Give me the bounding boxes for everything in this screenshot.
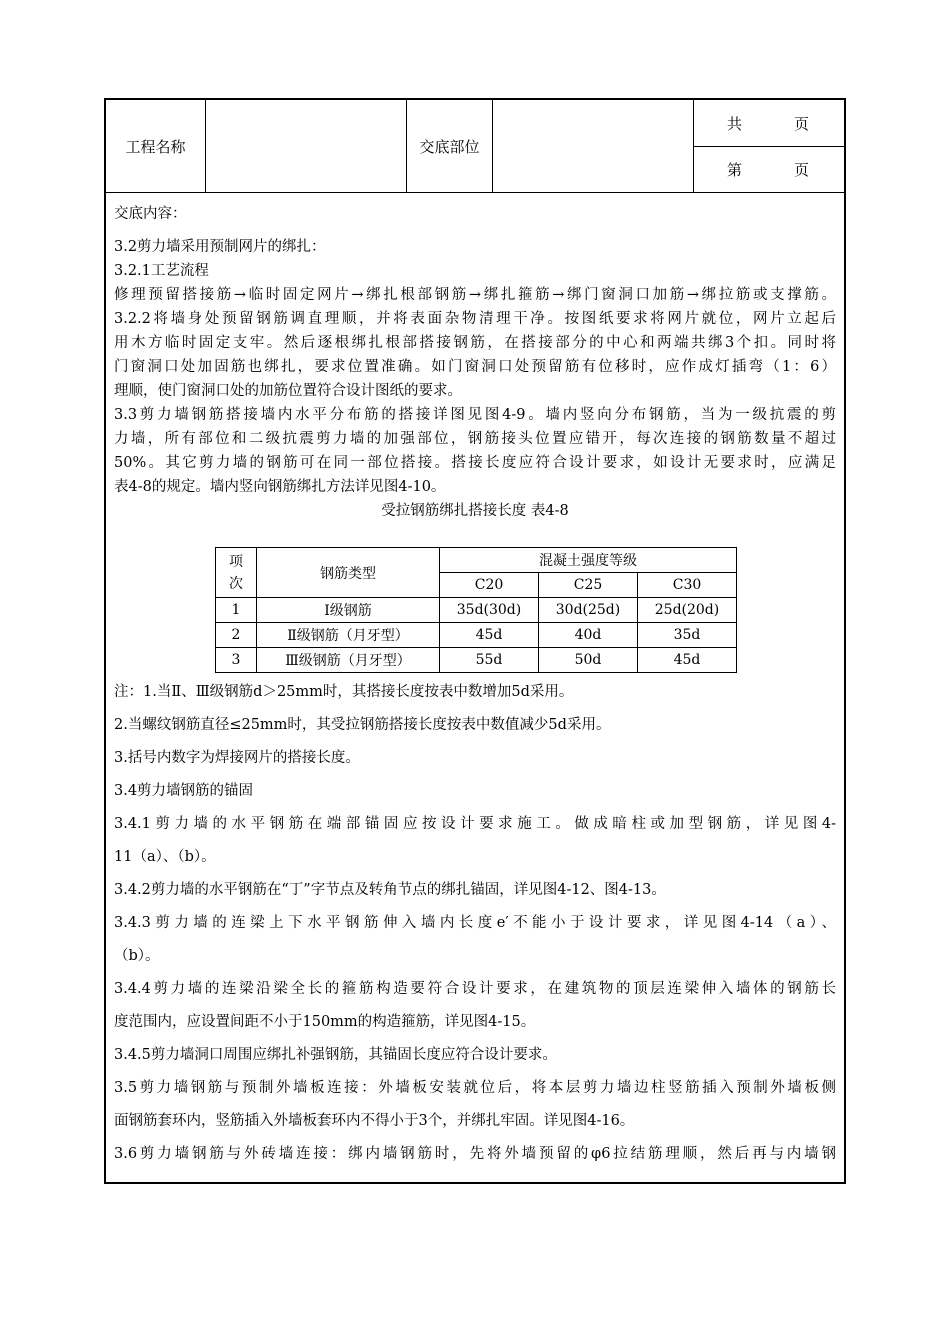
- row-c30: 45d: [638, 648, 737, 673]
- note-line: 3.4.5剪力墙洞口周围应绑扎补强钢筋，其锚固长度应符合设计要求。: [114, 1047, 557, 1063]
- note-line: 3.4剪力墙钢筋的锚固: [114, 783, 254, 799]
- project-name-label: 工程名称: [106, 100, 206, 192]
- body-line: 表4-8的规定。墙内竖向钢筋绑扎方法详见图4-10。: [114, 479, 446, 495]
- body-line: 3.3剪力墙钢筋搭接墙内水平分布筋的搭接详图见图4-9。墙内竖向分布钢筋，当为一级抗震的剪: [114, 407, 836, 423]
- body-line: 用木方临时固定支牢。然后逐根绑扎根部搭接钢筋，在搭接部分的中心和两端共绑3个扣。同时将: [114, 335, 836, 351]
- note-line: 3.4.2剪力墙的水平钢筋在“丁”字节点及转角节点的绑扎锚固，详见图4-12、图4-13。: [114, 882, 666, 898]
- body-line: 3.2.1工艺流程: [114, 263, 209, 279]
- table-row: [216, 648, 737, 673]
- note-line: 11（a）、（b）。: [114, 849, 216, 865]
- body-line: 50%。其它剪力墙的钢筋可在同一部位搭接。搭接长度应符合设计要求，如设计无要求时，应满足: [114, 455, 836, 471]
- current-page-suffix: 页: [794, 160, 810, 179]
- col-grade-group-header: 混凝土强度等级: [440, 548, 737, 573]
- row-no: 1: [216, 598, 257, 623]
- notes-section: [114, 676, 836, 1171]
- row-no: 2: [216, 623, 257, 648]
- row-type: Ⅱ级钢筋（月牙型）: [257, 623, 440, 648]
- row-no: 3: [216, 648, 257, 673]
- sheet-header: [106, 100, 844, 193]
- disclosure-part-label: 交底部位: [407, 100, 493, 192]
- note-line: （b）。: [114, 948, 160, 964]
- row-c25: 40d: [539, 623, 638, 648]
- body-line: 3.2.2将墙身处预留钢筋调直理顺，并将表面杂物清理干净。按图纸要求将网片就位，网片立起后: [114, 311, 836, 327]
- row-c25: 30d(25d): [539, 598, 638, 623]
- row-type: Ⅲ级钢筋（月牙型）: [257, 648, 440, 673]
- body-line: 3.2剪力墙采用预制网片的绑扎：: [114, 239, 326, 255]
- current-page-prefix: 第: [727, 160, 743, 179]
- col-index-header: [216, 548, 257, 598]
- current-page: [694, 146, 844, 192]
- row-c20: 55d: [440, 648, 539, 673]
- note-line: 3.括号内数字为焊接网片的搭接长度。: [114, 750, 360, 766]
- note-line: 3.4.3剪力墙的连梁上下水平钢筋伸入墙内长度e′不能小于设计要求，详见图4-14（a）、: [114, 915, 836, 931]
- lap-length-table: [215, 547, 737, 673]
- col-type-header: 钢筋类型: [257, 548, 440, 598]
- total-pages-prefix: 共: [727, 114, 743, 133]
- note-line: 3.5剪力墙钢筋与预制外墙板连接：外墙板安装就位后，将本层剪力墙边柱竖筋插入预制外墙板侧: [114, 1080, 836, 1096]
- note-line: 度范围内，应设置间距不小于150mm的构造箍筋，详见图4-15。: [114, 1014, 536, 1030]
- note-line: 面钢筋套环内，竖筋插入外墙板套环内不得小于3个，并绑扎牢固。详见图4-16。: [114, 1113, 635, 1129]
- content-intro: 交底内容：: [114, 206, 187, 222]
- row-c20: 45d: [440, 623, 539, 648]
- note-line: 3.4.1剪力墙的水平钢筋在端部锚固应按设计要求施工。做成暗柱或加型钢筋，详见图4-: [114, 816, 836, 832]
- grade-c20-header: C20: [440, 573, 539, 598]
- grade-c25-header: C25: [539, 573, 638, 598]
- row-c30: 25d(20d): [638, 598, 737, 623]
- note-line: 3.4.4剪力墙的连梁沿梁全长的箍筋构造要符合设计要求，在建筑物的顶层连梁伸入墙体的钢筋长: [114, 981, 836, 997]
- disclosure-sheet: [104, 98, 846, 1184]
- project-name-value[interactable]: [206, 100, 407, 192]
- disclosure-part-value[interactable]: [493, 100, 694, 192]
- col-index-label: 项次: [229, 553, 243, 592]
- note-line: 2.当螺纹钢筋直径≤25mm时，其受拉钢筋搭接长度按表中数值减少5d采用。: [114, 717, 611, 733]
- note-line: 3.6剪力墙钢筋与外砖墙连接：绑内墙钢筋时，先将外墙预留的φ6拉结筋理顺，然后再与内墙钢: [114, 1146, 836, 1162]
- disclosure-content: [114, 192, 836, 523]
- row-type: Ⅰ级钢筋: [257, 598, 440, 623]
- note-line: 注：1.当Ⅱ、Ⅲ级钢筋d＞25mm时，其搭接长度按表中数增加5d采用。: [114, 684, 574, 700]
- row-c25: 50d: [539, 648, 638, 673]
- body-line: 门窗洞口处加固筋也绑扎，要求位置准确。如门窗洞口处预留筋有位移时，应作成灯插弯（1：6）: [114, 359, 836, 375]
- body-line: 修理预留搭接筋→临时固定网片→绑扎根部钢筋→绑扎箍筋→绑门窗洞口加筋→绑拉筋或支撑筋。: [114, 287, 836, 303]
- grade-c30-header: C30: [638, 573, 737, 598]
- table-row: [216, 598, 737, 623]
- total-pages: [694, 100, 844, 147]
- body-line: 理顺，使门窗洞口处的加筋位置符合设计图纸的要求。: [114, 383, 462, 399]
- table-caption: 受拉钢筋绑扎搭接长度 表4-8: [381, 503, 569, 519]
- table-row: [216, 623, 737, 648]
- total-pages-suffix: 页: [794, 114, 810, 133]
- row-c20: 35d(30d): [440, 598, 539, 623]
- body-line: 力墙，所有部位和二级抗震剪力墙的加强部位，钢筋接头位置应错开，每次连接的钢筋数量不超过: [114, 431, 836, 447]
- row-c30: 35d: [638, 623, 737, 648]
